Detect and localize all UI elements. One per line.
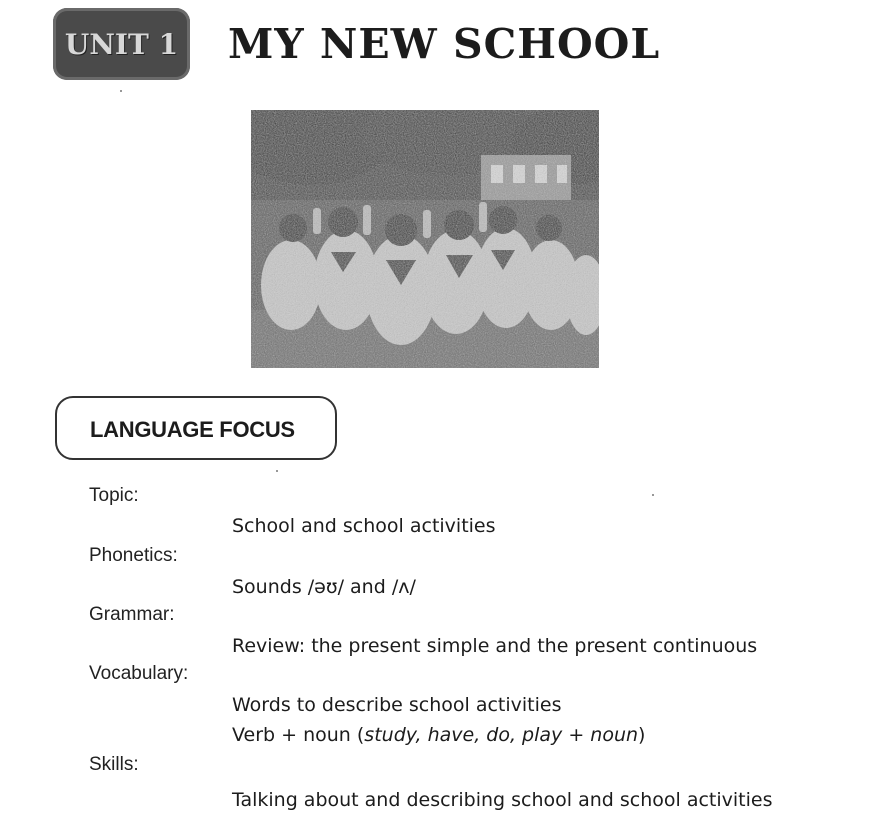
language-focus-box bbox=[55, 396, 337, 460]
vocabulary-value-2 bbox=[232, 724, 645, 746]
scan-speck bbox=[652, 494, 654, 496]
language-focus-heading: LANGUAGE FOCUS bbox=[90, 417, 295, 442]
unit-label: UNIT 1 bbox=[64, 27, 179, 61]
unit-badge bbox=[53, 8, 190, 80]
vocabulary-label: Vocabulary: bbox=[89, 663, 189, 684]
vocabulary-value-2-italic: study, have, do, play + noun bbox=[364, 724, 639, 746]
page-title: MY NEW SCHOOL bbox=[228, 20, 661, 68]
vocabulary-value-1: Words to describe school activities bbox=[232, 694, 562, 716]
skills-label: Skills: bbox=[89, 754, 139, 775]
phonetics-label: Phonetics: bbox=[89, 545, 178, 566]
topic-value: School and school activities bbox=[232, 515, 496, 537]
vocabulary-value-2-suffix: ) bbox=[638, 724, 646, 746]
phonetics-value: Sounds /əʊ/ and /ʌ/ bbox=[232, 576, 416, 598]
school-photo bbox=[251, 110, 599, 368]
scan-speck bbox=[120, 90, 122, 92]
skills-value: Talking about and describing school and school activities bbox=[232, 789, 773, 811]
topic-label: Topic: bbox=[89, 485, 139, 506]
grammar-label: Grammar: bbox=[89, 604, 175, 625]
vocabulary-value-2-prefix: Verb + noun ( bbox=[232, 724, 365, 746]
scan-speck bbox=[276, 470, 278, 472]
grammar-value: Review: the present simple and the present continuous bbox=[232, 635, 758, 657]
